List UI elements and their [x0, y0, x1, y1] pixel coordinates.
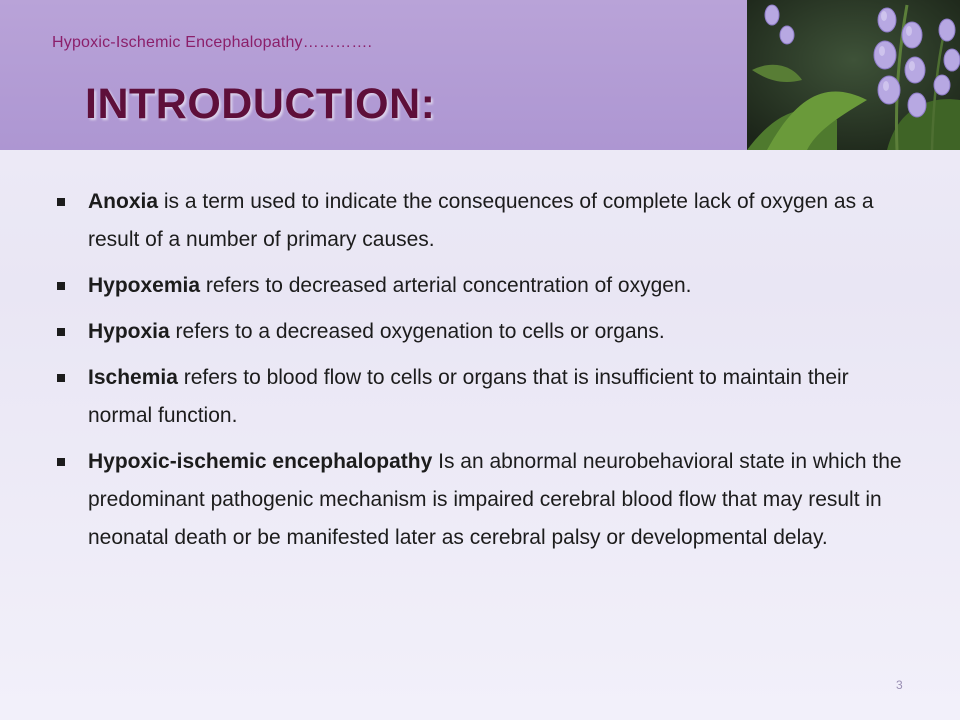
bullet-square-icon [57, 458, 65, 466]
bullet-term: Hypoxia [88, 320, 170, 343]
slide-title: INTRODUCTION: [85, 80, 436, 128]
bullet-term: Anoxia [88, 190, 159, 213]
slide-subtitle: Hypoxic-Ischemic Encephalopathy…………. [52, 34, 373, 51]
slide-header [0, 0, 747, 150]
bullet-term: Hypoxemia [88, 274, 201, 297]
bullet-square-icon [57, 282, 65, 290]
bullet-item-anoxia [55, 183, 915, 259]
bullet-square-icon [57, 198, 65, 206]
bullet-term: Ischemia [88, 366, 178, 389]
bullet-item-hie [55, 443, 915, 557]
bullet-text: refers to a decreased oxygenation to cells or organs. [169, 320, 665, 343]
bullet-item-hypoxia [55, 313, 915, 351]
bullet-term: Hypoxic-ischemic encephalopathy [88, 450, 433, 473]
bluebell-illustration-icon [747, 0, 960, 150]
bullet-item-hypoxemia [55, 267, 915, 305]
bluebell-flowers-photo [747, 0, 960, 150]
bullet-square-icon [57, 374, 65, 382]
bullet-text: refers to blood flow to cells or organs that is insufficient to maintain their normal function. [88, 366, 849, 427]
bullet-text: refers to decreased arterial concentration of oxygen. [200, 274, 692, 297]
bullet-item-ischemia [55, 359, 915, 435]
bullet-square-icon [57, 328, 65, 336]
bullet-text: is a term used to indicate the consequences of complete lack of oxygen as a result of a number of primary causes. [88, 190, 874, 251]
bullet-text: Is an abnormal neurobehavioral state in which the predominant pathogenic mechanism is impaired cerebral blood flow that may result in neonatal death or be manifested later as cerebral palsy or developmental delay. [88, 450, 902, 549]
bullet-list [55, 183, 915, 565]
page-number: 3 [896, 678, 903, 692]
